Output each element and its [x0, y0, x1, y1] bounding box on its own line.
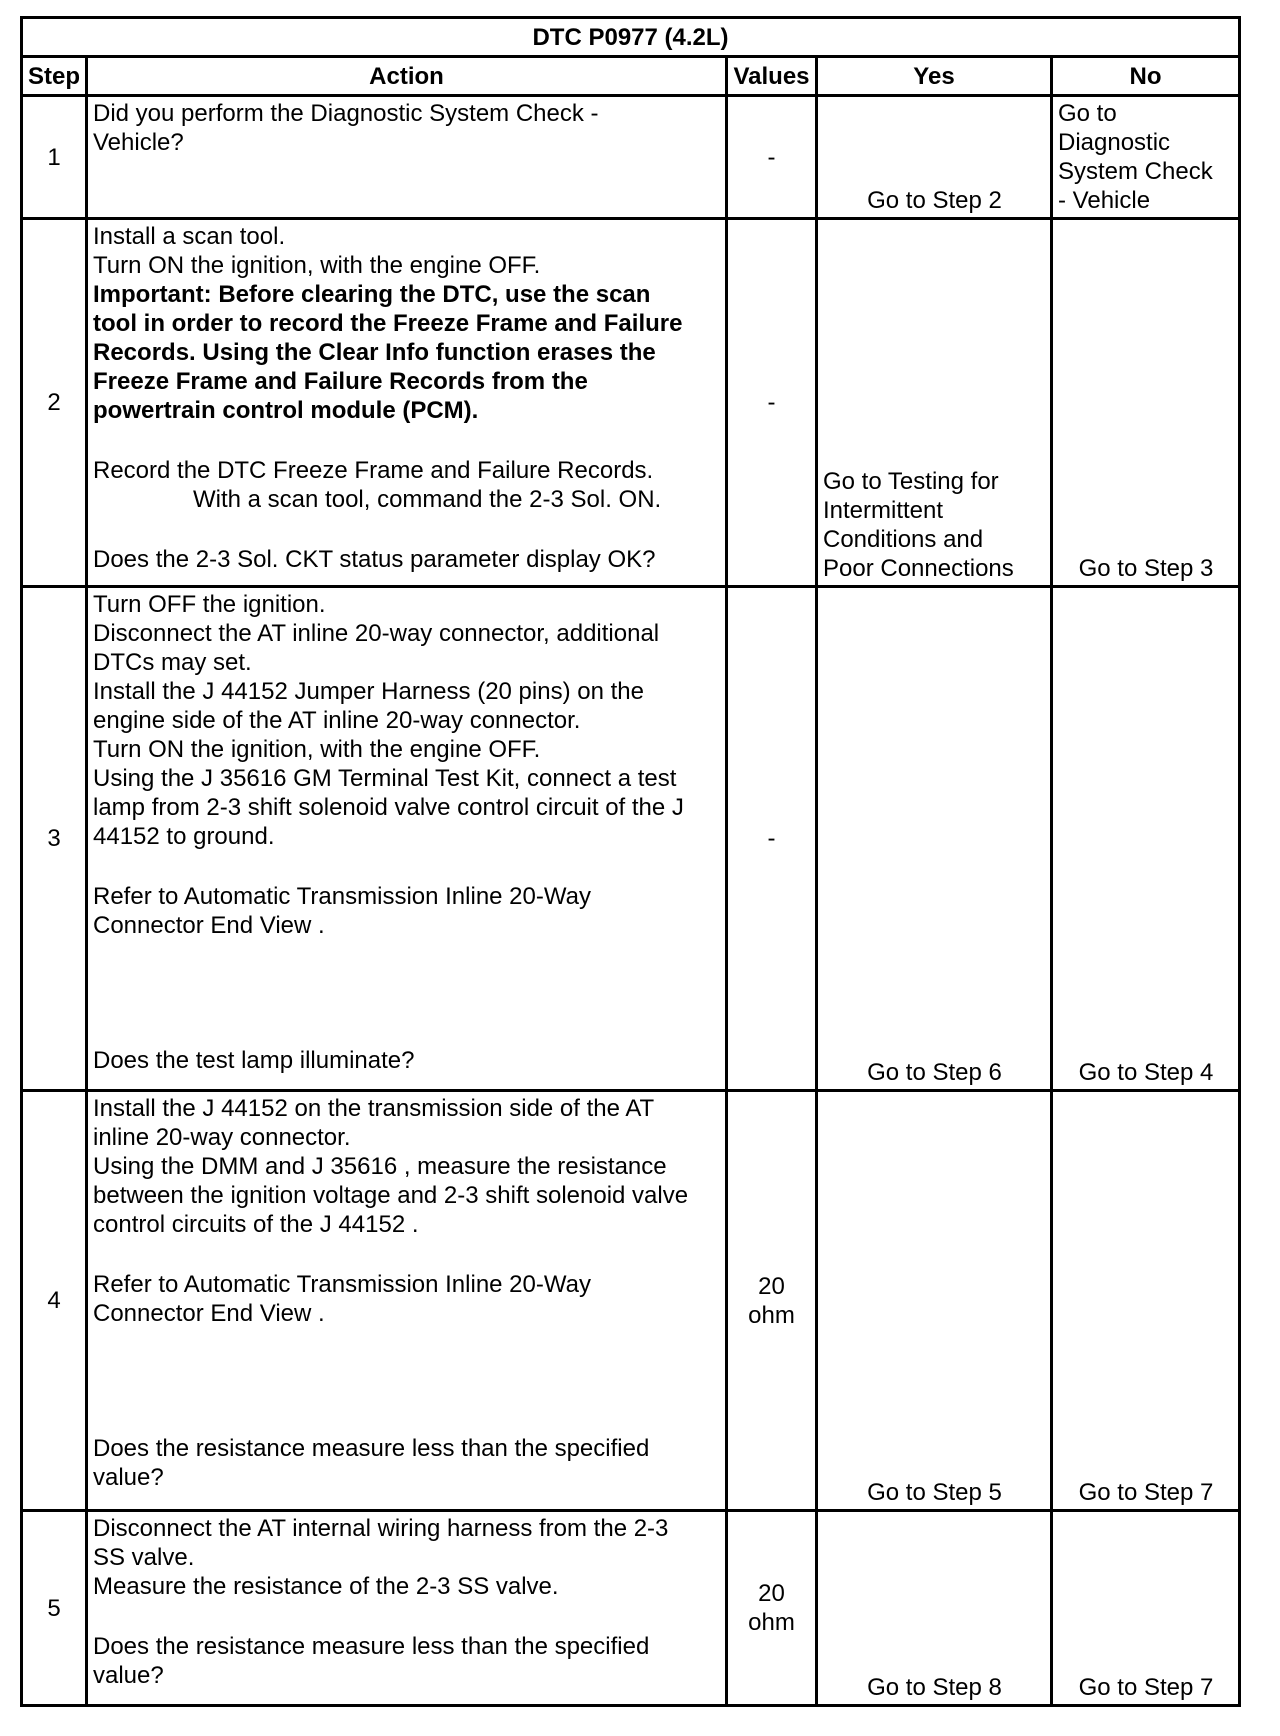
action-line: Install the J 44152 on the transmission side of the AT — [93, 1095, 655, 1122]
important-note-line: Records. Using the Clear Info function erases the — [93, 339, 656, 366]
no-cell — [1052, 96, 1240, 219]
no-cell — [1052, 587, 1240, 1091]
action-line: Turn OFF the ignition. — [93, 591, 326, 618]
action-question: value? — [93, 1464, 164, 1491]
step-number: 1 — [22, 96, 87, 219]
yes-text: Intermittent — [823, 497, 944, 524]
yes-cell — [817, 587, 1052, 1091]
no-text: Go to Step 7 — [1078, 1479, 1214, 1506]
no-text: Go to — [1058, 100, 1117, 127]
action-question: Does the test lamp illuminate? — [93, 1047, 415, 1074]
action-line: Disconnect the AT internal wiring harness from the 2-3 — [93, 1515, 669, 1542]
yes-text: Go to Step 8 — [867, 1674, 1002, 1701]
action-line: DTCs may set. — [93, 649, 252, 676]
diagnostic-table — [20, 16, 1241, 1707]
action-line: Using the J 35616 GM Terminal Test Kit, connect a test — [93, 765, 677, 792]
action-line: inline 20-way connector. — [93, 1124, 351, 1151]
value-cell: - — [727, 96, 817, 219]
yes-text: Conditions and — [823, 526, 984, 553]
yes-cell — [817, 96, 1052, 219]
reference-link[interactable]: Refer to Automatic Transmission Inline 20-Way — [93, 1271, 591, 1298]
header-step: Step — [22, 57, 87, 96]
reference-link[interactable]: Connector End View . — [93, 1300, 325, 1327]
action-line: Disconnect the AT inline 20-way connector, additional — [93, 620, 660, 647]
action-line: lamp from 2-3 shift solenoid valve control circuit of the J — [93, 794, 684, 821]
table-row — [22, 1091, 1240, 1511]
reference-link[interactable]: Connector End View . — [93, 912, 325, 939]
value-number: 20 — [758, 1272, 785, 1300]
action-cell — [87, 219, 727, 587]
table-row — [22, 587, 1240, 1091]
value-unit: ohm — [748, 1301, 795, 1329]
action-line: control circuits of the J 44152 . — [93, 1211, 419, 1238]
important-note-line: Important: Before clearing the DTC, use the scan — [93, 281, 651, 308]
action-cell — [87, 96, 727, 219]
action-question: value? — [93, 1662, 164, 1689]
header-values: Values — [727, 57, 817, 96]
yes-text: Go to Step 6 — [867, 1059, 1002, 1086]
yes-text: Go to Step 2 — [867, 187, 1002, 214]
yes-text: Go to Testing for — [823, 468, 999, 495]
action-line: engine side of the AT inline 20-way connector. — [93, 707, 581, 734]
action-line: Install the J 44152 Jumper Harness (20 pins) on the — [93, 678, 644, 705]
no-cell — [1052, 1511, 1240, 1706]
yes-text: Go to Step 5 — [867, 1479, 1002, 1506]
step-number: 4 — [22, 1091, 87, 1511]
value-number: 20 — [758, 1580, 785, 1607]
value-cell: - — [727, 587, 817, 1091]
important-note-line: powertrain control module (PCM). — [93, 397, 479, 424]
value-unit: ohm — [748, 1609, 795, 1636]
action-cell — [87, 1091, 727, 1511]
action-line: Measure the resistance of the 2-3 SS valve. — [93, 1573, 559, 1600]
table-row — [22, 1511, 1240, 1706]
value-cell — [727, 1511, 817, 1706]
important-note-line: Freeze Frame and Failure Records from the — [93, 368, 588, 395]
action-line: Install a scan tool. — [93, 223, 286, 250]
action-line: Vehicle? — [93, 129, 184, 156]
action-line: Turn ON the ignition, with the engine OFF. — [93, 736, 541, 763]
action-question: Does the 2-3 Sol. CKT status parameter display OK? — [93, 546, 656, 573]
no-text: Diagnostic — [1058, 129, 1171, 156]
header-no: No — [1052, 57, 1240, 96]
action-line: SS valve. — [93, 1544, 195, 1571]
action-cell — [87, 1511, 727, 1706]
action-line: With a scan tool, command the 2-3 Sol. ON. — [193, 486, 662, 513]
yes-cell — [817, 1511, 1052, 1706]
header-yes: Yes — [817, 57, 1052, 96]
no-text: System Check — [1058, 158, 1213, 185]
no-text: Go to Step 3 — [1078, 555, 1214, 582]
yes-cell — [817, 219, 1052, 587]
table-title: DTC P0977 (4.2L) — [22, 18, 1240, 57]
dtc-document — [20, 16, 1238, 1707]
step-number: 2 — [22, 219, 87, 587]
action-cell — [87, 587, 727, 1091]
table-row — [22, 96, 1240, 219]
step-number: 5 — [22, 1511, 87, 1706]
value-cell: - — [727, 219, 817, 587]
no-cell — [1052, 219, 1240, 587]
step-number: 3 — [22, 587, 87, 1091]
value-cell — [727, 1091, 817, 1511]
action-line: between the ignition voltage and 2-3 shift solenoid valve — [93, 1182, 689, 1209]
important-note-line: tool in order to record the Freeze Frame and Failure — [93, 310, 683, 337]
yes-text: Poor Connections — [823, 555, 1014, 582]
no-text: Go to Step 4 — [1078, 1059, 1214, 1086]
action-line: Turn ON the ignition, with the engine OFF. — [93, 252, 541, 279]
no-cell — [1052, 1091, 1240, 1511]
action-line: Record the DTC Freeze Frame and Failure Records. — [93, 457, 654, 484]
action-line: Using the DMM and J 35616 , measure the resistance — [93, 1153, 667, 1180]
no-text: - Vehicle — [1058, 187, 1151, 214]
header-action: Action — [87, 57, 727, 96]
table-row — [22, 219, 1240, 587]
action-line: 44152 to ground. — [93, 823, 275, 850]
action-line: Did you perform the Diagnostic System Check - — [93, 100, 599, 127]
no-text: Go to Step 7 — [1078, 1674, 1214, 1701]
action-question: Does the resistance measure less than the specified — [93, 1435, 650, 1462]
yes-cell — [817, 1091, 1052, 1511]
reference-link[interactable]: Refer to Automatic Transmission Inline 20-Way — [93, 883, 591, 910]
action-question: Does the resistance measure less than the specified — [93, 1633, 650, 1660]
